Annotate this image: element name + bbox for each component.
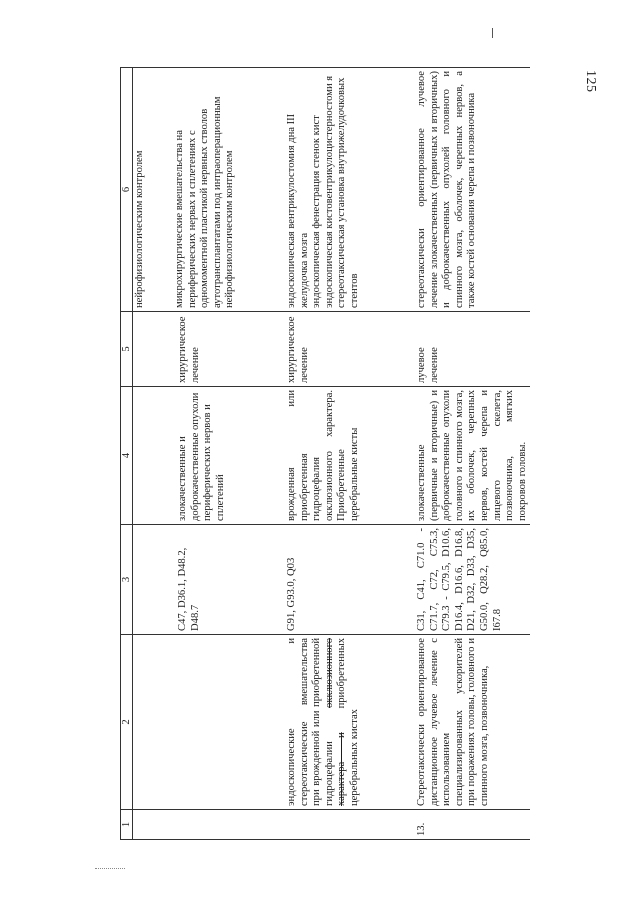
table-row: [285, 68, 415, 840]
cell-number: [173, 810, 285, 840]
header-col-6: 6: [121, 68, 133, 312]
method-text-struck: окклюзионного характера и: [323, 638, 348, 806]
header-col-4: 4: [121, 387, 133, 525]
cell-procedure: микрохирургические вмешательства на периферических нервах и сплетениях с одномоментной пластикой нервных стволов аутотрансплантатами под интраоперационным нейрофизиологическим контролем: [173, 68, 285, 312]
method-text-a: эндоскопические и стереотаксические вмешательства при врожденной или приобретенной гидроцефалии: [286, 638, 335, 806]
cell-icd-codes: C47, D36.1, D48.2, D48.7: [173, 525, 285, 635]
header-col-5: 5: [121, 312, 133, 387]
table-row-continuation: [133, 68, 174, 840]
cell-treatment-type: хирургическое лечение: [285, 312, 415, 387]
cell-icd-codes: C31, C41, C71.0 - C71.7, C72, C75.3, C79.3 - C79.5, D10.6, D16.4, D16.6, D16.8, D21, D32, D33, D35, G50.0, Q28.2, Q85.0, I67.8: [415, 525, 530, 635]
cell-number: [285, 810, 415, 840]
cell-diagnosis: врожденная или приобретенная гидроцефалия окклюзионного характера. Приобретенные церебральные кисты: [285, 387, 415, 525]
page-number: 125: [583, 70, 598, 93]
cell-col6-continuation: нейрофизиологическим контролем: [133, 68, 174, 312]
cell-number: 13.: [415, 810, 530, 840]
table-row: [173, 68, 285, 840]
cell-blank: [133, 525, 174, 635]
margin-mark: [492, 28, 493, 38]
cell-diagnosis: злокачественные и доброкачественные опухоли периферических нервов и сплетений: [173, 387, 285, 525]
cell-blank: [133, 635, 174, 810]
method-text-b: приобретенных церебральных кистах: [336, 638, 360, 806]
cell-diagnosis: злокачественные (первичные и вторичные) и доброкачественные опухоли головного и спинного мозга, их оболочек, черепных нервов, костей черепа и лицевого скелета, позвоночника, мягких покровов головы.: [415, 387, 530, 525]
header-col-2: 2: [121, 635, 133, 810]
cell-procedure: эндоскопическая вентрикулостомия дна III желудочка мозга эндоскопическая фенестрация стенок кист эндоскопическая кистовентрикулоцистерностоми я стереотаксическая установка внутрижелудочковых стентов: [285, 68, 415, 312]
cell-blank: [133, 312, 174, 387]
cell-method: [285, 635, 415, 810]
cell-treatment-type: лучевое лечение: [415, 312, 530, 387]
procedures-table: [120, 67, 530, 840]
cell-blank: [133, 810, 174, 840]
cell-procedure: стереотаксически ориентированное лучевое лечение злокачественных (первичных и вторичных) и доброкачественных опухолей головного и спинного мозга, оболочек, черепных нервов, а также костей основания черепа и позвоночника: [415, 68, 530, 312]
header-col-3: 3: [121, 525, 133, 635]
cell-treatment-type: хирургическое лечение: [173, 312, 285, 387]
cell-method: [173, 635, 285, 810]
table-row: [415, 68, 530, 840]
cell-icd-codes: G91, G93.0, Q03: [285, 525, 415, 635]
cell-blank: [133, 387, 174, 525]
scan-artifact: [95, 868, 125, 871]
table-header-row: [121, 68, 133, 840]
header-col-1: 1: [121, 810, 133, 840]
cell-method: Стереотаксически ориентированное дистанционное лучевое лечение с использованием специализированных ускорителей при поражениях головы, головного и спинного мозга, позвоночника,: [415, 635, 530, 810]
rotated-table-area: [120, 68, 528, 840]
